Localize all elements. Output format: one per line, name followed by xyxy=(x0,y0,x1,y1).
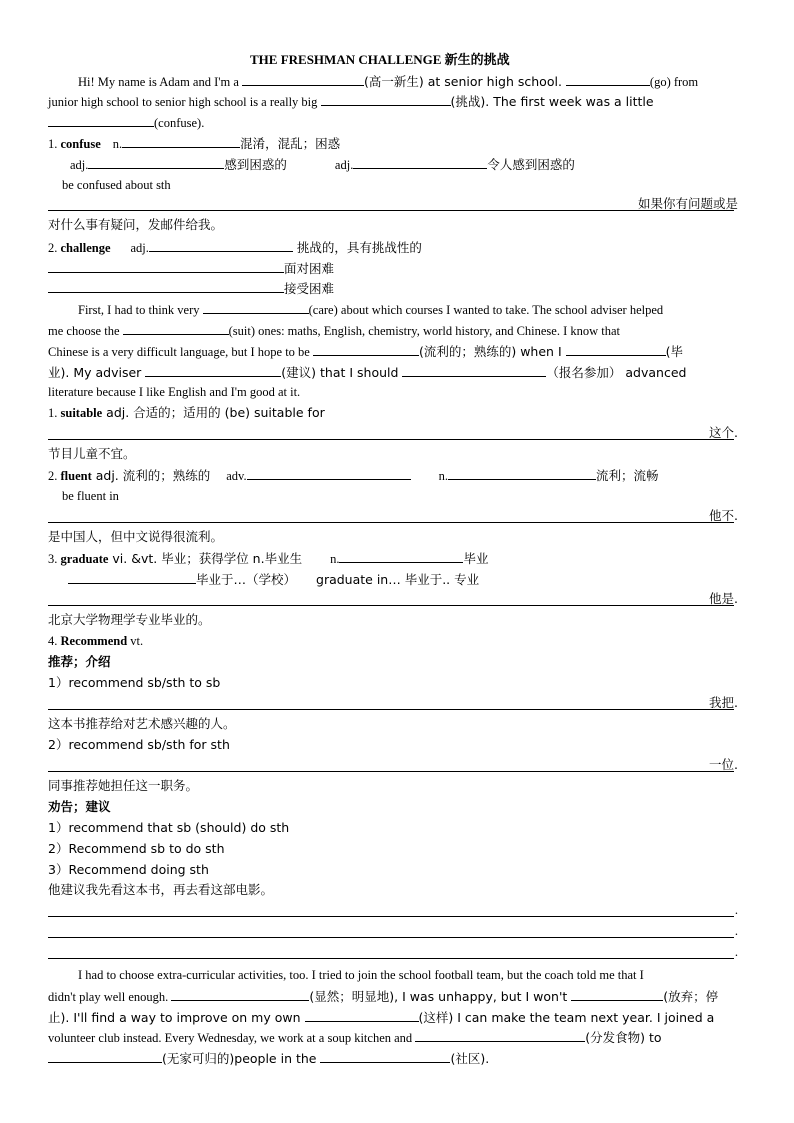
meaning-heading: 推荐；介绍 xyxy=(48,654,111,669)
text: (这样) I can make the team next year. I joined a xyxy=(418,1010,715,1025)
usage-4: 2）Recommend sb to do sth xyxy=(48,841,225,856)
answer-blank[interactable] xyxy=(242,73,364,86)
answer-blank[interactable] xyxy=(48,280,284,293)
text: (毕 xyxy=(665,344,683,359)
text: (高一新生) at senior high school. xyxy=(364,74,566,89)
vocab-word: challenge xyxy=(60,241,111,255)
item-number: 1. xyxy=(48,406,61,420)
example-prompt: 我把. xyxy=(709,695,738,710)
text: 业). My adviser xyxy=(48,365,146,380)
text: (建议) that I should xyxy=(281,365,403,380)
paragraph-3-line-1: I had to choose extra-curricular activities, too. I tried to join the school football team, but the coach told me that I xyxy=(78,968,644,982)
answer-blank[interactable] xyxy=(203,301,309,314)
text: (suit) ones: maths, English, chemistry, world history, and Chinese. I know that xyxy=(228,324,621,338)
text: （报名参加） advanced xyxy=(546,365,687,380)
text: vt. xyxy=(127,634,144,648)
text: First, I had to think very xyxy=(78,303,203,317)
text: (挑战). The first week was a little xyxy=(450,94,654,109)
paragraph-1-line-3 xyxy=(48,114,204,131)
answer-blank[interactable] xyxy=(321,93,451,106)
answer-line[interactable] xyxy=(48,916,734,917)
text: 止). I'll find a way to improve on my own xyxy=(48,1010,305,1025)
answer-blank[interactable] xyxy=(320,1050,450,1063)
text: 挑战的，具有挑战性的 xyxy=(292,240,422,255)
answer-blank[interactable] xyxy=(305,1009,419,1022)
vocab-fluent-phrase: be fluent in xyxy=(62,489,119,503)
vocab-confuse-adj xyxy=(70,156,575,173)
text: volunteer club instead. Every Wednesday, we work at a soup kitchen and xyxy=(48,1031,416,1045)
item-number: 3. xyxy=(48,552,61,566)
answer-blank[interactable] xyxy=(149,239,293,252)
text: 混淆，混乱；困惑 xyxy=(240,136,341,151)
vocab-challenge-m2 xyxy=(48,280,334,297)
example-prompt-cont: 对什么事有疑问，发邮件给我。 xyxy=(48,217,224,232)
text: adj. 流利的；熟练的 xyxy=(91,468,215,483)
text: 面对困难 xyxy=(284,261,335,276)
answer-blank[interactable] xyxy=(339,550,463,563)
example-prompt-cont: 节目儿童不宜。 xyxy=(48,446,136,461)
example-prompt-cont: 这本书推荐给对艺术感兴趣的人。 xyxy=(48,716,236,731)
example-prompt: 如果你有问题或是 xyxy=(637,196,738,211)
text: me choose the xyxy=(48,324,123,338)
text: Hi! My name is Adam and I'm a xyxy=(78,75,243,89)
vocab-word: fluent xyxy=(60,469,92,483)
answer-blank[interactable] xyxy=(571,988,663,1001)
item-number: 2. xyxy=(48,241,61,255)
answer-blank[interactable] xyxy=(48,114,154,127)
answer-blank[interactable] xyxy=(566,73,650,86)
text: adj. xyxy=(334,158,354,172)
text: adj. 合适的；适用的 (be) suitable for xyxy=(102,405,325,420)
item-number: 2. xyxy=(48,469,61,483)
text: (无家可归的)people in the xyxy=(162,1051,321,1066)
answer-blank[interactable] xyxy=(247,467,411,480)
text: 感到困惑的 xyxy=(224,157,287,172)
text: adj. xyxy=(70,158,89,172)
text: n. xyxy=(330,552,340,566)
paragraph-2-line-4 xyxy=(48,364,686,381)
vocab-confuse xyxy=(48,135,340,152)
usage-3: 1）recommend that sb (should) do sth xyxy=(48,820,290,835)
text: adj. xyxy=(130,241,149,255)
text: graduate in… 毕业于.. 专业 xyxy=(316,572,480,587)
text: (社区). xyxy=(450,1051,490,1066)
answer-line[interactable] xyxy=(48,605,734,606)
answer-blank[interactable] xyxy=(48,1050,162,1063)
paragraph-3-line-5 xyxy=(48,1050,489,1067)
vocab-graduate-m2 xyxy=(68,571,479,588)
text: 令人感到困惑的 xyxy=(487,157,575,172)
usage-2: 2）recommend sb/sth for sth xyxy=(48,737,230,752)
example-prompt-cont: 是中国人，但中文说得很流利。 xyxy=(48,529,224,544)
line-end-dot: . xyxy=(734,903,738,917)
text: (care) about which courses I wanted to take. The school adviser helped xyxy=(308,303,664,317)
answer-line[interactable] xyxy=(48,709,734,710)
text: (go) from xyxy=(649,75,699,89)
paragraph-1-line-2 xyxy=(48,93,654,110)
item-number: 4. xyxy=(48,634,61,648)
vocab-word: graduate xyxy=(60,552,109,566)
usage-1: 1）recommend sb/sth to sb xyxy=(48,675,221,690)
line-end-dot: . xyxy=(734,924,738,938)
vocab-word: suitable xyxy=(60,406,103,420)
vocab-challenge-m1 xyxy=(48,260,334,277)
paragraph-2-line-3 xyxy=(48,343,683,360)
answer-line[interactable] xyxy=(48,771,734,772)
answer-blank[interactable] xyxy=(145,364,281,377)
example-prompt: 他是. xyxy=(709,591,738,606)
answer-blank[interactable] xyxy=(68,571,196,584)
usage-5: 3）Recommend doing sth xyxy=(48,862,209,877)
page-title: THE FRESHMAN CHALLENGE 新生的挑战 xyxy=(250,52,510,67)
text: n. xyxy=(112,137,123,151)
text: (显然；明显地), I was unhappy, but I won't xyxy=(309,989,572,1004)
text: n. xyxy=(438,469,448,483)
item-number: 1. xyxy=(48,137,61,151)
answer-blank[interactable] xyxy=(88,156,224,169)
text: (放弃；停 xyxy=(663,989,719,1004)
example-prompt-cont: 同事推荐她担任这一职务。 xyxy=(48,778,199,793)
paragraph-2-line-5: literature because I like English and I'm good at it. xyxy=(48,385,301,399)
example-prompt: 他不. xyxy=(709,508,738,523)
answer-blank[interactable] xyxy=(313,343,419,356)
text: (分发食物) to xyxy=(585,1030,662,1045)
example-prompt: 这个. xyxy=(709,425,738,440)
paragraph-3-line-2 xyxy=(48,988,718,1005)
paragraph-3-line-4 xyxy=(48,1029,662,1046)
vocab-word: confuse xyxy=(60,137,101,151)
answer-blank[interactable] xyxy=(171,988,309,1001)
text: didn't play well enough. xyxy=(48,990,172,1004)
answer-blank[interactable] xyxy=(353,156,487,169)
answer-line[interactable] xyxy=(48,937,734,938)
meaning-heading: 劝告；建议 xyxy=(48,799,111,814)
answer-blank[interactable] xyxy=(48,260,284,273)
text: 接受困难 xyxy=(284,281,335,296)
answer-blank[interactable] xyxy=(448,467,596,480)
paragraph-3-line-3 xyxy=(48,1009,714,1026)
answer-blank[interactable] xyxy=(566,343,666,356)
vocab-suitable xyxy=(48,405,325,421)
example-prompt: 一位. xyxy=(709,757,738,772)
vocab-fluent xyxy=(48,467,658,484)
answer-line[interactable] xyxy=(48,522,734,523)
text: (confuse). xyxy=(154,116,205,130)
paragraph-1-line-1 xyxy=(78,73,698,90)
answer-blank[interactable] xyxy=(122,135,240,148)
answer-blank[interactable] xyxy=(402,364,546,377)
answer-line[interactable] xyxy=(48,210,734,211)
answer-blank[interactable] xyxy=(123,322,229,335)
paragraph-2-line-2 xyxy=(48,322,620,339)
vocab-graduate xyxy=(48,550,488,567)
text: 毕业 xyxy=(463,551,489,566)
vocab-recommend xyxy=(48,633,143,649)
answer-line[interactable] xyxy=(48,439,734,440)
text: adv. xyxy=(226,469,247,483)
text: vi. &vt. 毕业；获得学位 n.毕业生 xyxy=(108,551,303,566)
vocab-word: Recommend xyxy=(60,634,128,648)
vocab-challenge xyxy=(48,239,422,256)
text: 毕业于…（学校） xyxy=(196,572,297,587)
example-prompt: 他建议我先看这本书，再去看这部电影。 xyxy=(48,882,274,897)
line-end-dot: . xyxy=(734,945,738,959)
example-prompt-cont: 北京大学物理学专业毕业的。 xyxy=(48,612,211,627)
paragraph-2-line-1 xyxy=(78,301,663,318)
answer-blank[interactable] xyxy=(415,1029,585,1042)
vocab-confuse-phrase: be confused about sth xyxy=(62,178,171,192)
text: (流利的；熟练的) when I xyxy=(418,344,566,359)
text: junior high school to senior high school is a really big xyxy=(48,95,321,109)
text: Chinese is a very difficult language, but I hope to be xyxy=(48,345,313,359)
text: 流利；流畅 xyxy=(595,468,659,483)
answer-line[interactable] xyxy=(48,958,734,959)
